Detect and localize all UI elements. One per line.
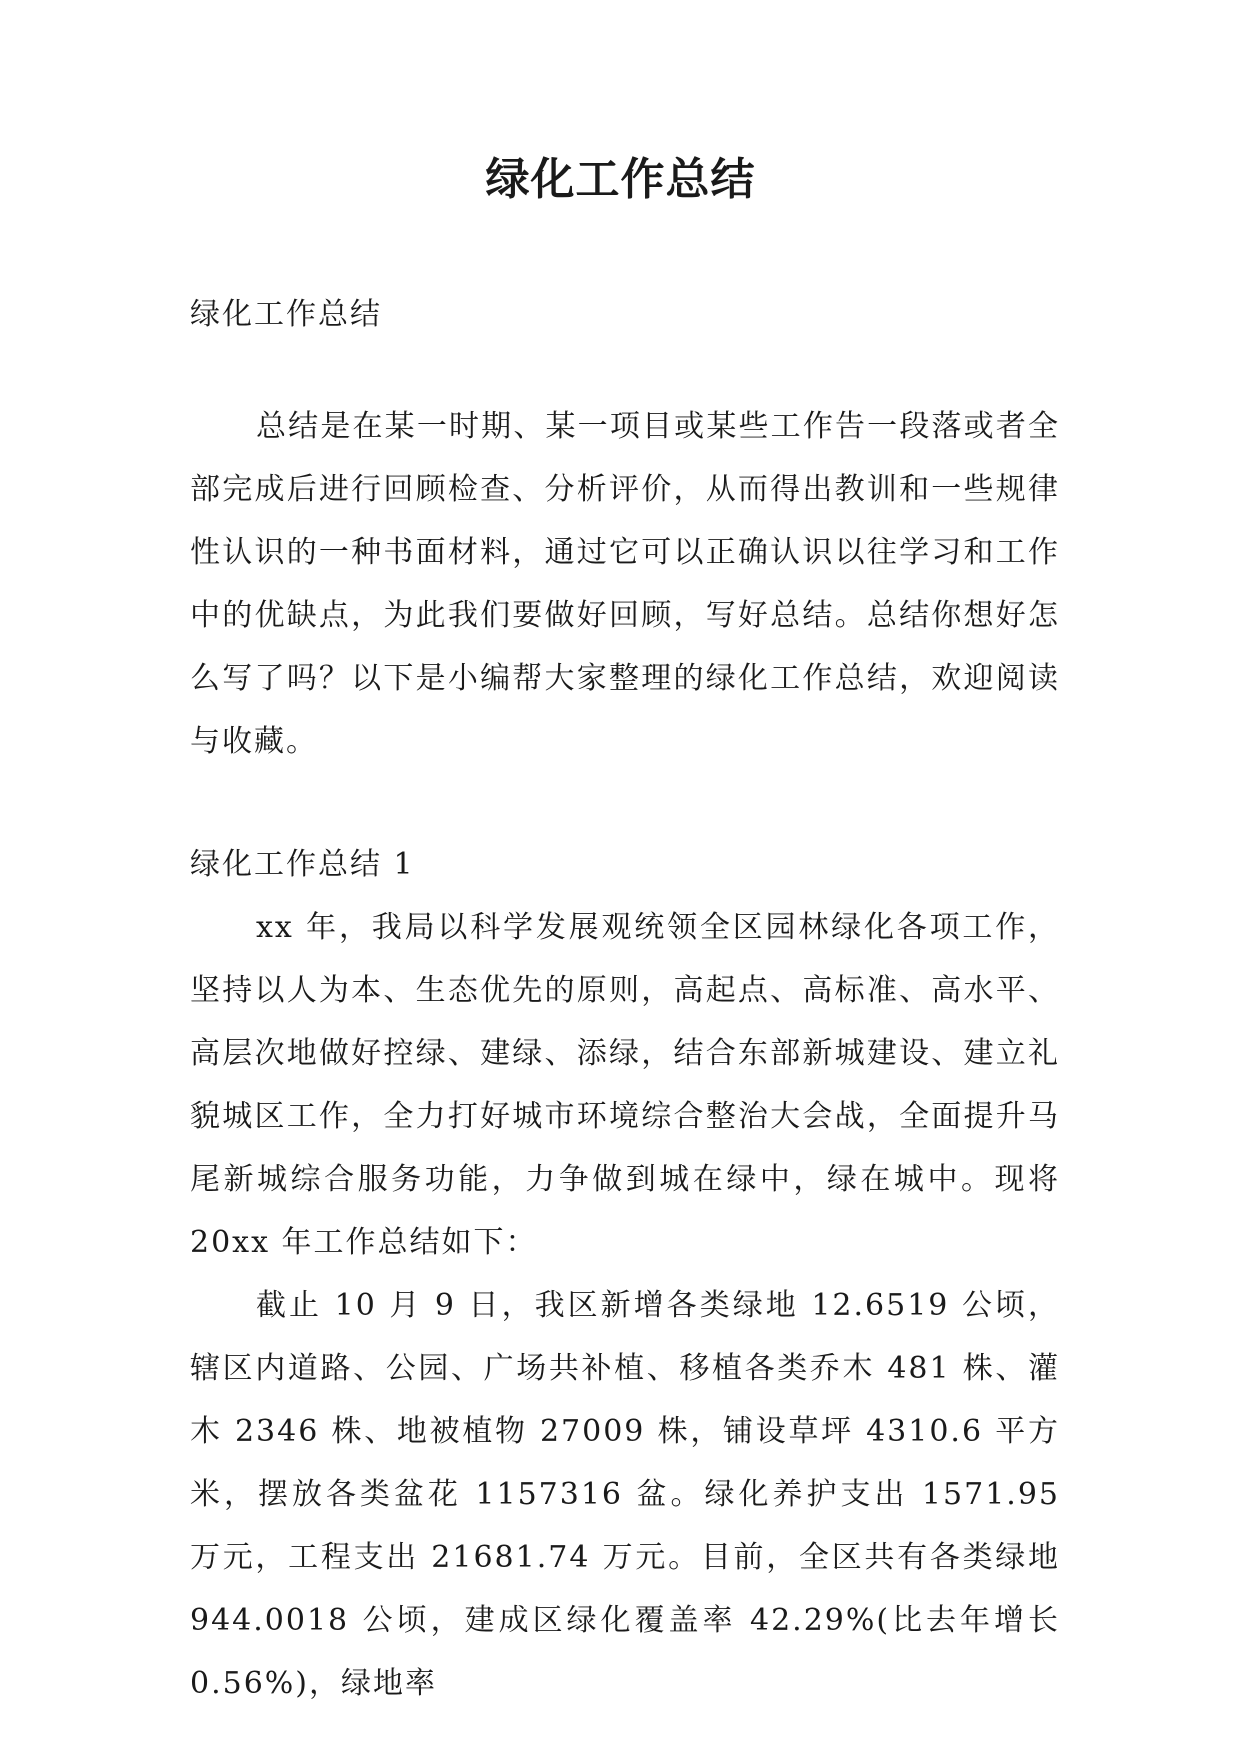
document-title: 绿化工作总结 bbox=[485, 154, 756, 205]
body-paragraph-1: xx 年，我局以科学发展观统领全区园林绿化各项工作，坚持以人为本、生态优先的原则，高起点、高标准、高水平、高层次地做好控绿、建绿、添绿，结合东部新城建设、建立礼貌城区工作，全力打好城市环境综合整治大会战，全面提升马尾新城综合服务功能，力争做到城在绿中，绿在城中。现将 20xx 年工作总结如下： bbox=[190, 910, 1060, 1260]
intro-paragraph: 总结是在某一时期、某一项目或某些工作告一段落或者全部完成后进行回顾检查、分析评价，从而得出教训和一些规律性认识的一种书面材料，通过它可以正确认识以往学习和工作中的优缺点，为此我们要做好回顾，写好总结。总结你想好怎么写了吗？以下是小编帮大家整理的绿化工作总结，欢迎阅读与收藏。 bbox=[190, 409, 1060, 759]
body-paragraph-2: 截止 10 月 9 日，我区新增各类绿地 12.6519 公顷，辖区内道路、公园、广场共补植、移植各类乔木 481 株、灌木 2346 株、地被植物 27009 株，铺设草坪 4310.6 平方米，摆放各类盆花 1157316 盆。绿化养护支出 1571.95 万元，工程支出 21681.74 万元。目前，全区共有各类绿地 944.0018 公顷，建成区绿化覆盖率 42.29%(比去年增长 0.56%)，绿地率 bbox=[190, 1288, 1060, 1701]
document-subtitle: 绿化工作总结 bbox=[190, 297, 382, 332]
section-heading: 绿化工作总结 1 bbox=[190, 847, 415, 882]
document-body bbox=[190, 283, 1060, 1715]
